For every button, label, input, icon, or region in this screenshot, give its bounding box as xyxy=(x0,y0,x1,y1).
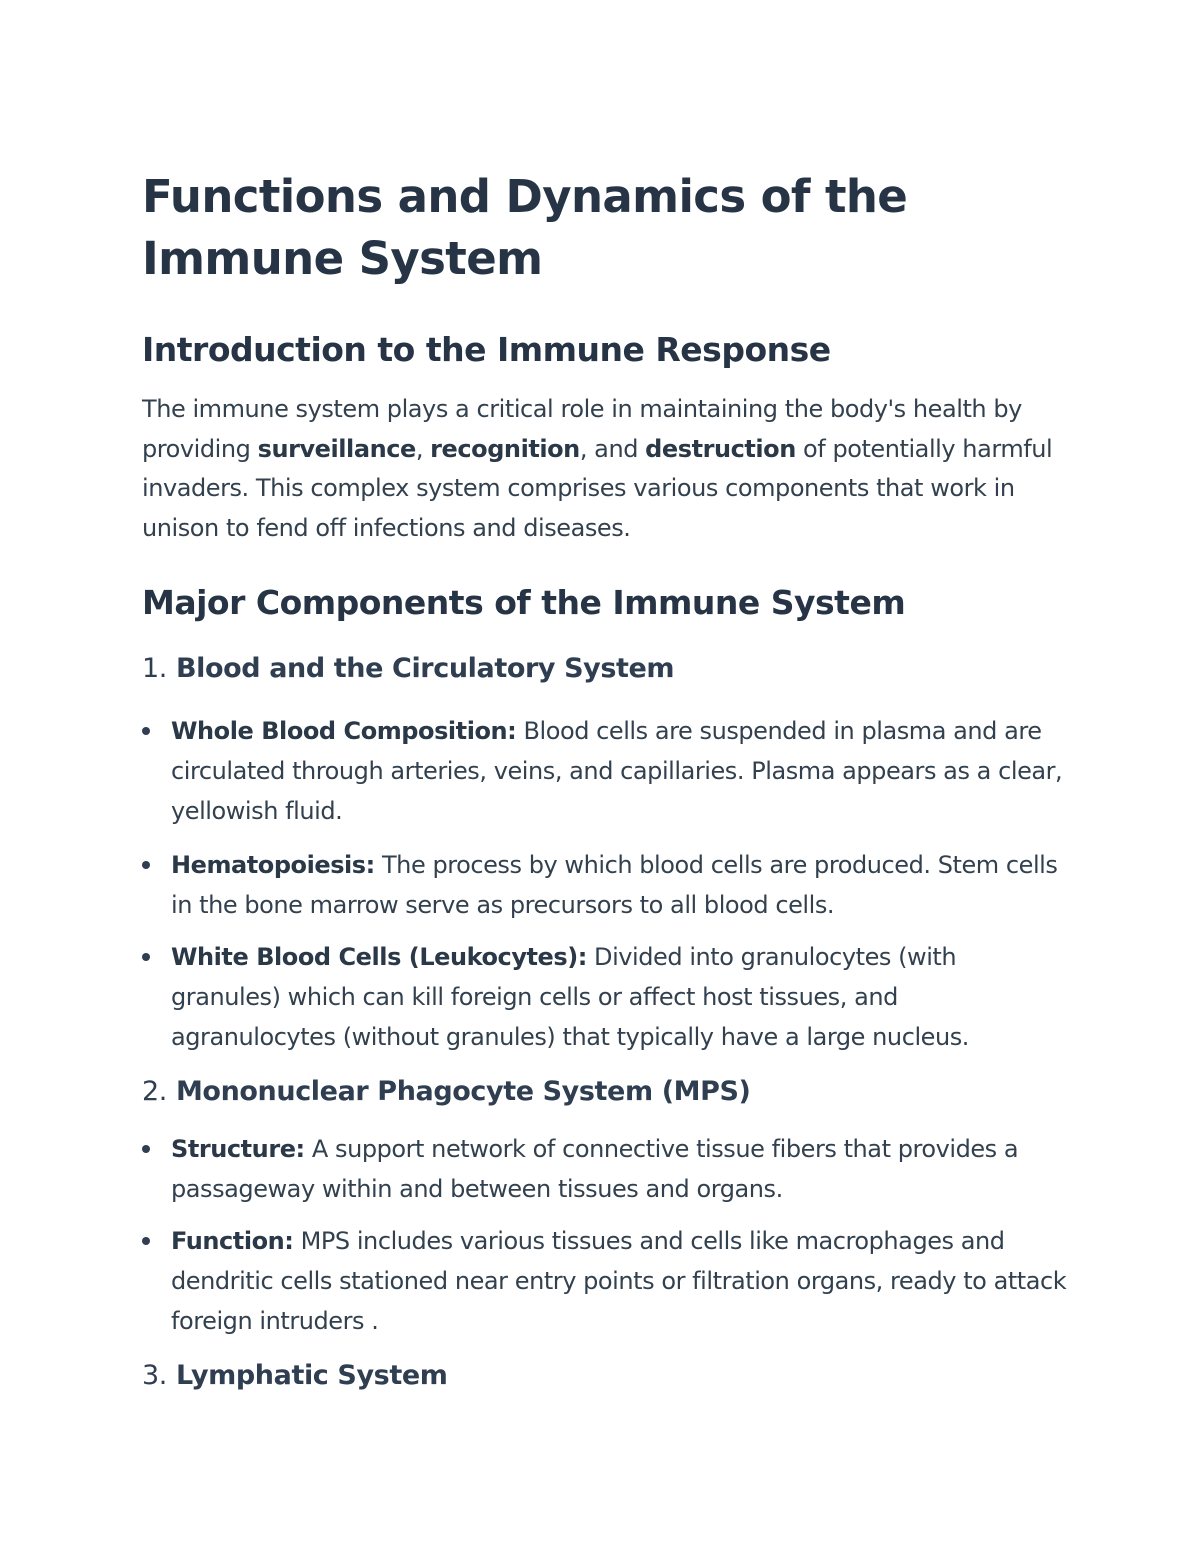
list-item-text: Blood cells are suspended in plasma and are circulated through arteries, veins, and capillaries. Plasma appears as a clear, yellowish fluid. xyxy=(171,717,1063,825)
mps-list xyxy=(142,1129,1067,1341)
list-item xyxy=(142,1221,1067,1341)
list-item-term: Structure: xyxy=(171,1135,305,1163)
intro-separator: , and xyxy=(579,434,646,463)
intro-text-start: The immune system plays a critical role in maintaining the body's health by providing xyxy=(142,395,1022,463)
list-item xyxy=(142,845,1067,925)
intro-separator: , xyxy=(415,434,431,463)
intro-term-surveillance: surveillance xyxy=(257,434,416,463)
bullet-icon xyxy=(142,1237,150,1245)
section-heading-mps xyxy=(142,1073,1067,1111)
list-item-text: MPS includes various tissues and cells like macrophages and dendritic cells stationed near entry points or filtration organs, ready to attack foreign intruders . xyxy=(171,1227,1067,1335)
section-number: 3. xyxy=(142,1360,167,1391)
list-item-text: The process by which blood cells are produced. Stem cells in the bone marrow serve as precursors to all blood cells. xyxy=(171,851,1058,919)
section-number: 1. xyxy=(142,653,167,684)
document-title: Functions and Dynamics of the Immune System xyxy=(142,170,908,285)
section-title: Blood and the Circulatory System xyxy=(175,653,675,684)
section-title: Lymphatic System xyxy=(175,1360,448,1391)
section-number: 2. xyxy=(142,1076,167,1107)
list-item xyxy=(142,711,1067,831)
list-item xyxy=(142,1129,1067,1209)
bullet-icon xyxy=(142,727,150,735)
intro-term-destruction: destruction xyxy=(645,434,796,463)
bullet-icon xyxy=(142,953,150,961)
list-item-text: Divided into granulocytes (with granules) which can kill foreign cells or affect host tissues, and agranulocytes (without granules) that typically have a large nucleus. xyxy=(171,943,969,1051)
list-item-term: Hematopoiesis: xyxy=(171,851,375,879)
list-item xyxy=(142,937,1067,1057)
bullet-icon xyxy=(142,861,150,869)
list-item-term: Function: xyxy=(171,1227,294,1255)
section-title: Mononuclear Phagocyte System (MPS) xyxy=(175,1076,751,1107)
intro-text-end: of potentially harmful invaders. This complex system comprises various components that work in unison to fend off infections and diseases. xyxy=(142,434,1053,542)
list-item-text: A support network of connective tissue fibers that provides a passageway within and between tissues and organs. xyxy=(171,1135,1019,1203)
components-heading: Major Components of the Immune System xyxy=(142,583,906,622)
section-heading-blood xyxy=(142,650,1067,688)
intro-heading: Introduction to the Immune Response xyxy=(142,330,831,369)
list-item-term: White Blood Cells (Leukocytes): xyxy=(171,943,587,971)
blood-list xyxy=(142,711,1067,1057)
intro-paragraph xyxy=(142,390,1067,548)
section-heading-lymphatic xyxy=(142,1357,1067,1395)
intro-term-recognition: recognition xyxy=(430,434,580,463)
bullet-icon xyxy=(142,1145,150,1153)
list-item-term: Whole Blood Composition: xyxy=(171,717,517,745)
document-page xyxy=(142,166,1067,1395)
